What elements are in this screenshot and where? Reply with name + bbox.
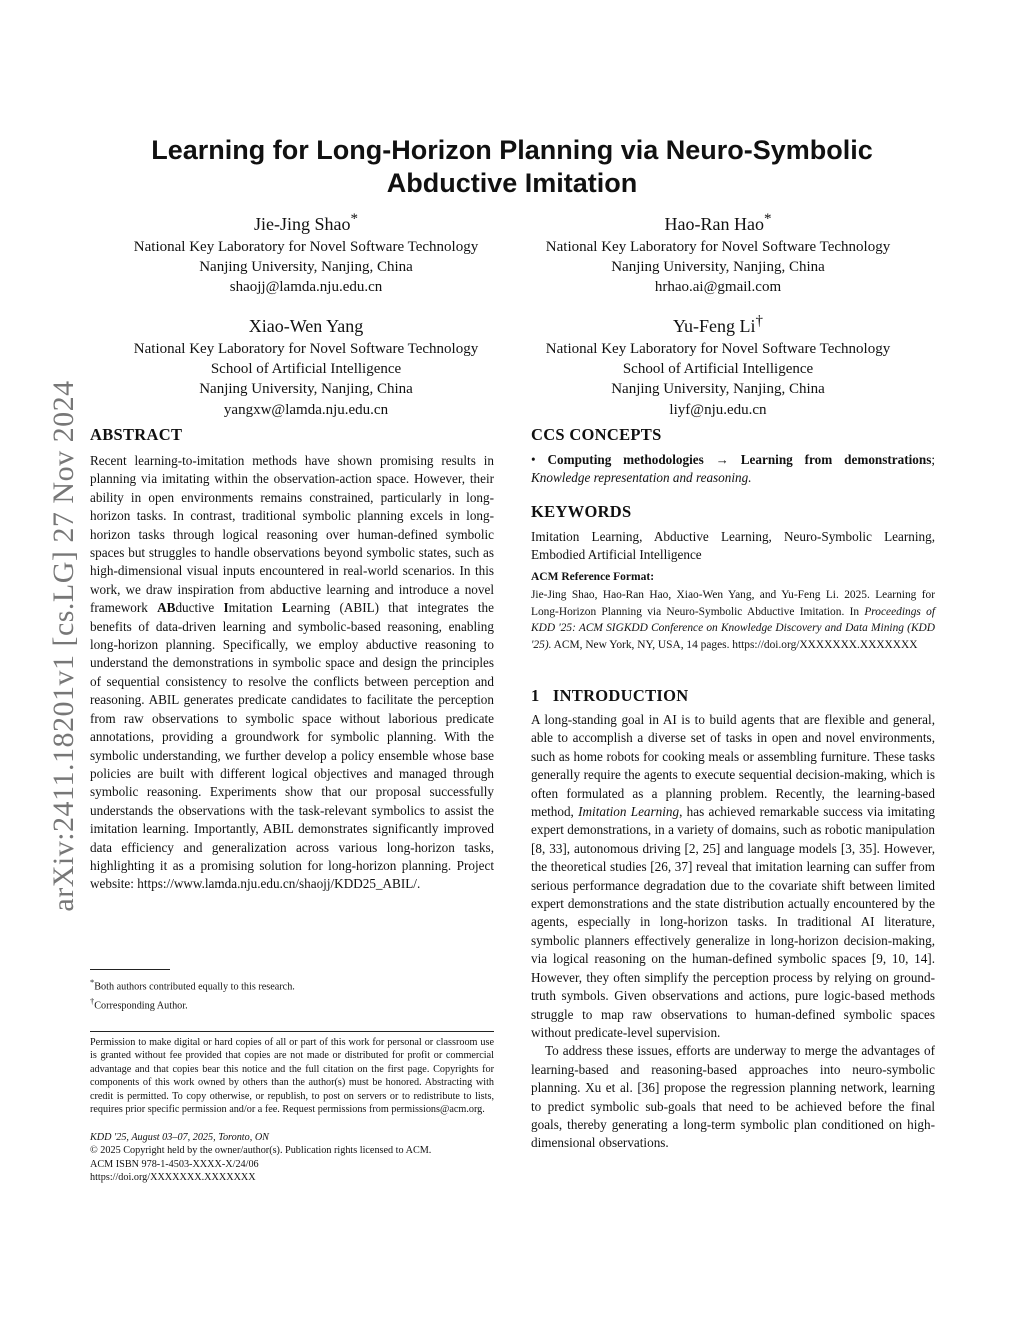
footnotes: [90, 975, 494, 1014]
keywords-text: Imitation Learning, Abductive Learning, Neuro-Symbolic Learning, Embodied Artificial Intelligence: [531, 529, 935, 563]
author-affiliation: School of Artificial Intelligence: [622, 361, 814, 378]
title-line-2: Abductive Imitation: [386, 168, 638, 198]
introduction-text: [531, 711, 935, 1153]
author-block-4: [508, 310, 928, 420]
author-affiliation: School of Artificial Intelligence: [210, 361, 402, 378]
author-email: liyf@nju.edu.cn: [669, 401, 767, 418]
acm-reference-heading: ACM Reference Format:: [531, 571, 655, 583]
author-affiliation: Nanjing University, Nanjing, China: [611, 259, 825, 276]
title-line-1: Learning for Long-Horizon Planning via Neuro-Symbolic: [151, 135, 873, 165]
abstract-heading: ABSTRACT: [90, 425, 183, 444]
author-affiliation: Nanjing University, Nanjing, China: [611, 381, 825, 398]
author-name: Xiao-Wen Yang: [248, 316, 364, 336]
publication-info: [90, 1131, 494, 1185]
keywords-heading: KEYWORDS: [531, 502, 632, 521]
intro-paragraph-2: To address these issues, efforts are underway to merge the advantages of learning-based and reasoning-based approaches into neuro-symbolic planning. Xu et al. [36] propose the regression planning network, learning to predict symbolic sub-goals that need to be achieved before the final goals, thereby generating a long-term symbolic plan conditioned on high-dimensional observations.: [531, 1043, 935, 1151]
author-block-2: [508, 208, 928, 298]
author-email: yangxw@lamda.nju.edu.cn: [223, 401, 389, 418]
ccs-concepts-text: • Computing methodologies → Learning from demonstrations; Knowledge representation and reasoning.: [531, 452, 936, 486]
abstract-text: Recent learning-to-imitation methods have shown promising results in planning via imitating within the observation-action space. However, their ability in open environments remains constrained, particularly in long-horizon tasks. In contrast, traditional symbolic planning excels in long-horizon tasks through logical reasoning over human-defined symbolic spaces but struggles to handle observations beyond symbolic states, such as high-dimensional visual inputs encountered in real-world scenarios. In this work, we draw inspiration from abductive learning and introduce a novel framework ABductive Imitation Learning (ABIL) that integrates the benefits of data-driven learning and symbolic-based reasoning, enabling long-horizon planning. Specifically, we employ abductive reasoning to understand the demonstrations in symbolic space and design the principles of sequential consistency to resolve the conflicts between perception and reasoning. ABIL generates predicate candidates to facilitate the perception from raw observations to symbolic space without laborious predicate annotations, providing a groundwork for symbolic planning. With the symbolic understanding, we further develop a policy ensemble whose base policies are built with different logical objectives and managed through symbolic reasoning. Experiments show that our proposal successfully understands the observations with the task-relevant symbolics to assist the imitation learning. Importantly, ABIL demonstrates significantly improved data efficiency and generalization across various long-horizon tasks, highlighting it as a promising solution for long-horizon planning. Project website: https://www.lamda.nju.edu.cn/shaojj/KDD25_ABIL/.: [90, 453, 494, 892]
author-name: Jie-Jing Shao*: [254, 211, 358, 234]
author-affiliation: National Key Laboratory for Novel Software Technology: [545, 239, 891, 255]
author-name: Yu-Feng Li†: [673, 313, 763, 336]
author-affiliation: National Key Laboratory for Novel Software Technology: [545, 341, 891, 357]
ccs-concepts-heading: CCS CONCEPTS: [531, 425, 662, 444]
author-email: shaojj@lamda.nju.edu.cn: [229, 279, 383, 296]
permission-notice: Permission to make digital or hard copies of all or part of this work for personal or classroom use is granted without fee provided that copies are not made or distributed for profit or commercial advantage and that copies bear this notice and the full citation on the first page. Copyrights for components of this work owned by others than the author(s) must be honored. Abstracting with credit is permitted. To copy otherwise, or republish, to post on servers or to redistribute to lists, requires prior specific permission and/or a fee. Request permissions from permissions@acm.org.: [90, 1037, 494, 1116]
conference-line: KDD '25, August 03–07, 2025, Toronto, ON: [90, 1132, 269, 1143]
author-affiliation: Nanjing University, Nanjing, China: [199, 259, 413, 276]
author-block-1: [96, 208, 516, 298]
author-affiliation: National Key Laboratory for Novel Software Technology: [133, 239, 479, 255]
footnote-equal-contribution: *Both authors contributed equally to this research.: [90, 977, 295, 993]
paper-title: [110, 134, 914, 200]
doi-line: https://doi.org/XXXXXXX.XXXXXXX: [90, 1172, 256, 1184]
author-block-3: [96, 310, 516, 420]
arxiv-identifier: arXiv:2411.18201v1 [cs.LG] 27 Nov 2024: [47, 380, 80, 912]
author-affiliation: Nanjing University, Nanjing, China: [199, 381, 413, 398]
author-affiliation: National Key Laboratory for Novel Software Technology: [133, 341, 479, 357]
footnote-corresponding-author: †Corresponding Author.: [90, 996, 188, 1012]
intro-paragraph-1: A long-standing goal in AI is to build agents that are flexible and general, able to accomplish a diverse set of tasks in open and novel environments, such as home robots for cooking meals or assembling furniture. These tasks generally require the agents to execute sequential decision-making, which is often formulated as a planning problem. Recently, the learning-based method, Imitation Learning, has achieved remarkable success via imitating expert demonstrations, in a variety of domains, such as robotic manipulation [8, 33], autonomous driving [2, 25] and language models [3, 35]. However, the theoretical studies [26, 37] reveal that imitation learning can suffer from serious performance degradation due to the covariate shift between limited expert demonstrations and the state distribution actually encountered by the agents, especially in long-horizon tasks. In traditional AI literature, symbolic planners effectively generalize in long-horizon decision-making, via logical reasoning on the human-defined symbolic spaces [9, 10, 14]. However, they often simplify the perception process by relying on ground-truth symbols. Given observations and actions, pure logic-based methods struggle to map raw observations to human-defined symbolic spaces without predicate-level supervision.: [531, 712, 935, 1040]
footnote-divider: [90, 969, 170, 970]
author-email: hrhao.ai@gmail.com: [654, 279, 782, 296]
permission-divider: [90, 1031, 494, 1032]
acm-reference-text: Jie-Jing Shao, Hao-Ran Hao, Xiao-Wen Yang, and Yu-Feng Li. 2025. Learning for Long-Horizon Planning via Neuro-Symbolic Abductive Imitation. In Proceedings of KDD '25: ACM SIGKDD Conference on Knowledge Discovery and Data Mining (KDD '25). ACM, New York, NY, USA, 14 pages. https://doi.org/XXXXXXX.XXXXXXX: [531, 589, 935, 651]
author-name: Hao-Ran Hao*: [664, 211, 772, 234]
copyright-line: © 2025 Copyright held by the owner/author(s). Publication rights licensed to ACM.: [90, 1145, 432, 1157]
introduction-heading: 1 INTRODUCTION: [531, 686, 689, 705]
isbn-line: ACM ISBN 978-1-4503-XXXX-X/24/06: [90, 1158, 259, 1170]
